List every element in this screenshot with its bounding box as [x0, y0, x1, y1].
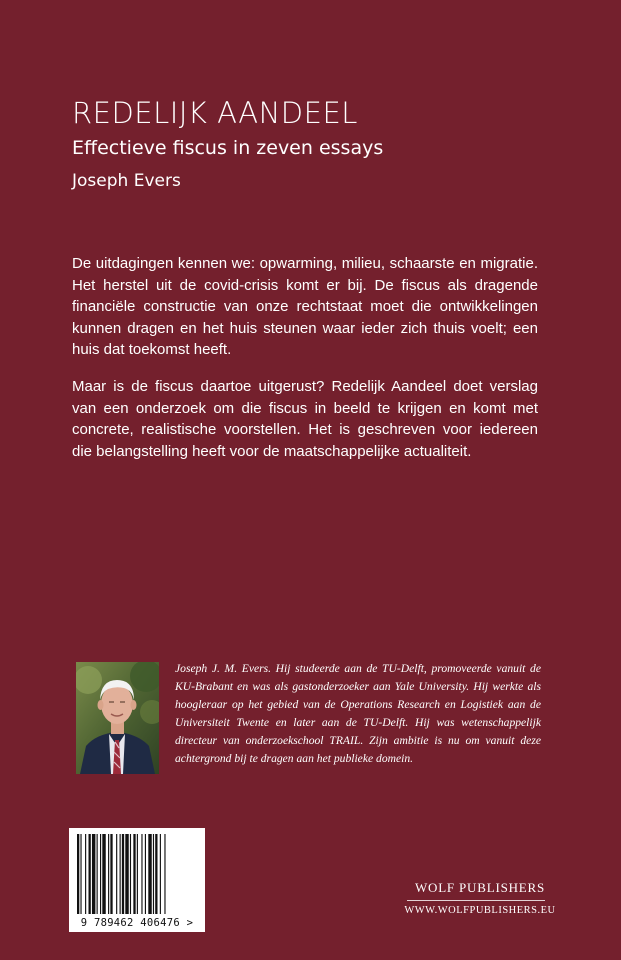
barcode-bar [77, 834, 79, 914]
book-subtitle: Effectieve fiscus in zeven essays [72, 137, 384, 159]
barcode-bar [148, 834, 151, 914]
barcode-bar [110, 834, 112, 914]
barcode-bar [160, 834, 161, 914]
barcode-bar [145, 834, 146, 914]
barcode-bar [120, 834, 121, 914]
author-photo [76, 662, 159, 774]
publisher-divider [407, 900, 545, 901]
author-portrait-image [76, 662, 159, 774]
blurb-paragraph-2: Maar is de fiscus daartoe uitgerust? Redelijk Aandeel doet verslag van een onderzoek om die fiscus in beeld te krijgen en komt met concrete, realistische voorstellen. Het is geschreven voor iedereen die belangstelling heeft voor de maatschappelijke actualiteit. [72, 378, 538, 460]
barcode-bar [102, 834, 105, 914]
barcode-icon [69, 828, 205, 916]
barcode-bar [122, 834, 124, 914]
author-biography: Joseph J. M. Evers. Hij studeerde aan de TU-Delft, promoveerde vanuit de KU-Brabant en was als gastonderzoeker aan Yale University. Hij werkte als hoogleraar op het gebied van de Operations Research en Logistiek aan de Universiteit Twente en later aan de TU-Delft. Hij was wetenschappelijk directeur van onderzoekschool TRAIL. Zijn ambitie is nu om vanuit deze achtergrond bij te dragen aan het publieke domein. [175, 662, 541, 765]
isbn-number: 9 789462 406476 > [80, 917, 194, 929]
barcode-bar [164, 834, 165, 914]
publisher-website: WWW.WOLFPUBLISHERS.EU [404, 905, 556, 916]
barcode-bar [80, 834, 81, 914]
barcode-bar [116, 834, 117, 914]
book-title: REDELIJK AANDEEL [72, 96, 358, 130]
barcode-bar [130, 834, 131, 914]
blurb-paragraph-1: De uitdagingen kennen we: opwarming, milieu, schaarste en migratie. Het herstel uit de covid-crisis komt er bij. De fiscus als dragende financiële constructie van onze rechtstaat moet die ontwikkelingen kunnen dragen en het huis steunen waar ieder zich thuis voelt; een huis dat toekomst heeft. [72, 255, 538, 358]
barcode-bar [155, 834, 157, 914]
barcode-bar [89, 834, 91, 914]
barcode-bar [137, 834, 138, 914]
barcode-bar [141, 834, 142, 914]
book-author: Joseph Evers [72, 171, 181, 191]
barcode-bar [108, 834, 109, 914]
barcode-bar [97, 834, 98, 914]
barcode-bar [153, 834, 154, 914]
barcode-bar [133, 834, 135, 914]
publisher-name: WOLF PUBLISHERS [414, 880, 546, 895]
barcode-bar [92, 834, 95, 914]
barcode-bar [125, 834, 128, 914]
barcode-bar [85, 834, 86, 914]
barcode-bar [100, 834, 101, 914]
